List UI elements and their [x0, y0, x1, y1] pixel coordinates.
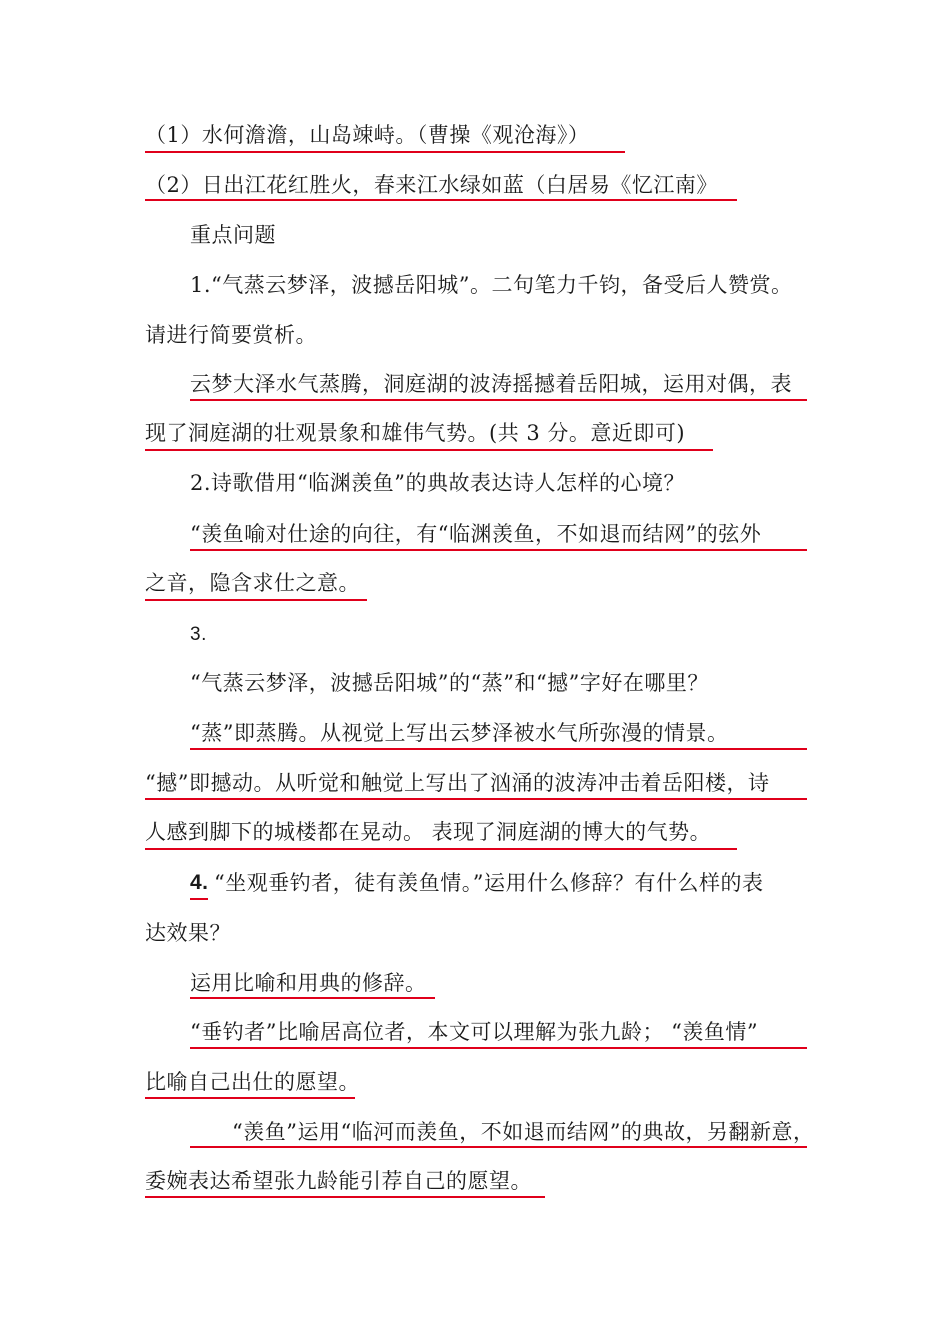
answer-3-line-3: 人感到脚下的城楼都在晃动。 表现了洞庭湖的博大的气势。	[145, 820, 712, 844]
underline	[145, 1097, 355, 1099]
poem-line-2: （2）日出江花红胜火，春来江水绿如蓝（白居易《忆江南》	[145, 173, 718, 197]
question-3-number: 3.	[190, 624, 207, 645]
underline	[190, 1047, 807, 1049]
poem-line-1: （1）水何澹澹，山岛竦峙。（曹操《观沧海》）	[145, 123, 590, 147]
answer-3-line-2: “撼”即撼动。从听觉和触觉上写出了汹涌的波涛冲击着岳阳楼，诗	[145, 771, 770, 795]
answer-4-line-5: 委婉表达希望张九龄能引荐自己的愿望。	[145, 1169, 532, 1193]
underline	[190, 549, 807, 551]
underline	[190, 898, 208, 900]
underline	[145, 798, 807, 800]
answer-3-line-1: “蒸”即蒸腾。从视觉上写出云梦泽被水气所弥漫的情景。	[190, 721, 729, 745]
underline	[190, 399, 807, 401]
answer-4-line-4: “羡鱼”运用“临河而羡鱼，不如退而结网”的典故，另翻新意，	[232, 1120, 815, 1144]
answer-4-line-3: 比喻自己出仕的愿望。	[145, 1070, 360, 1094]
answer-1-line-2: 现了洞庭湖的壮观景象和雄伟气势。(共 3 分。意近即可)	[145, 421, 686, 445]
answer-2-line-2: 之音，隐含求仕之意。	[145, 571, 360, 595]
answer-1-line-1: 云梦大泽水气蒸腾，洞庭湖的波涛摇撼着岳阳城，运用对偶，表	[190, 372, 792, 396]
underline	[190, 748, 807, 750]
question-2-line-1: 2.诗歌借用“临渊羡鱼”的典故表达诗人怎样的心境？	[190, 471, 686, 495]
underline	[145, 848, 737, 850]
answer-4-line-2: “垂钓者”比喻居高位者，本文可以理解为张九龄； “羡鱼情”	[190, 1020, 759, 1044]
underline	[145, 151, 625, 153]
question-4-line-1: “坐观垂钓者，徒有羡鱼情。”运用什么修辞？有什么样的表	[214, 871, 764, 895]
question-3-line-1: “气蒸云梦泽，波撼岳阳城”的“蒸”和“撼”字好在哪里？	[190, 671, 709, 695]
underline	[145, 199, 737, 201]
underline	[190, 997, 435, 999]
underline	[145, 599, 367, 601]
underline	[190, 1146, 807, 1148]
answer-4-line-1: 运用比喻和用典的修辞。	[190, 971, 427, 995]
question-1-line-1: 1.“气蒸云梦泽，波撼岳阳城”。二句笔力千钧，备受后人赞赏。	[190, 273, 793, 297]
question-4-number: 4.	[190, 871, 209, 894]
answer-2-line-1: “羡鱼喻对仕途的向往，有“临渊羡鱼，不如退而结网”的弦外	[190, 522, 762, 546]
underline	[145, 449, 713, 451]
underline	[145, 1196, 545, 1198]
section-heading: 重点问题	[190, 223, 276, 247]
question-4-line-2: 达效果？	[145, 921, 231, 945]
question-1-line-2: 请进行简要赏析。	[145, 323, 317, 347]
